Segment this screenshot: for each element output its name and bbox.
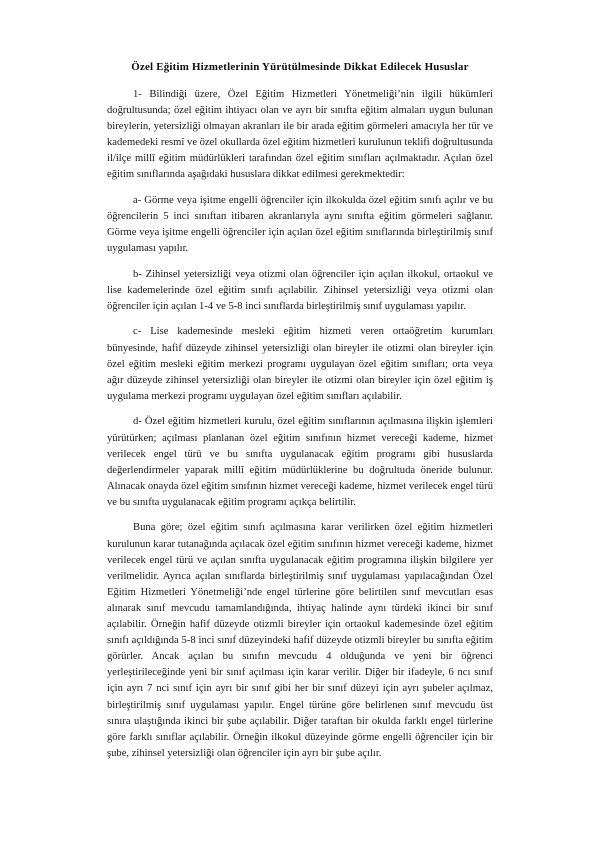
document-body — [107, 60, 493, 762]
paragraph-item-b: b- Zihinsel yetersizliği veya otizmi olan öğrenciler için açılan ilkokul, ortaokul ve lise kademelerinde özel eğitim sınıfı açılabilir. Zihinsel yetersizliği veya otizmi olan öğrenciler için açılan 1-4 ve 5-8 inci sınıflarda birleştirilmiş sınıf uygulaması yapılır. — [107, 268, 493, 312]
paragraph-intro: 1- Bilindiği üzere, Özel Eğitim Hizmetleri Yönetmeliği’nin ilgili hükümleri doğrultusunda; özel eğitim ihtiyacı olan ve ayrı bir sınıfta eğitim almaları uygun bulunan bireylerin, yetersizliği olmayan akranları ile bir arada eğitim görmeleri amacıyla her tür ve kademedeki resmî ve özel okullarda özel eğitim hizmetleri kurulunun teklifi doğrultusunda il/ilçe millî eğitim müdürlükleri tarafından özel eğitim sınıfları açılmaktadır. Açılan özel eğitim sınıflarında aşağıdaki hususlara dikkat edilmesi gerekmektedir: — [107, 88, 493, 181]
paragraph-item-d: d- Özel eğitim hizmetleri kurulu, özel eğitim sınıflarının açılmasına ilişkin işlemleri yürütürken; açılması planlanan özel eğitim sınıfının hizmet vereceği kademe, hizmet verilecek engel türü ve bu sınıfta uygulanacak eğitim programı gibi hususlarda değerlendirmeler yaparak millî eğitim müdürlüklerine bu doğrultuda öneride bulunur. Alınacak onayda özel eğitim sınıfının hizmet vereceği kademe, hizmet verilecek engel türü ve bu sınıfta uygulanacak eğitim programı açıkça belirtilir. — [107, 416, 493, 508]
page-title: Özel Eğitim Hizmetlerinin Yürütülmesinde Dikkat Edilecek Hususlar — [131, 61, 469, 73]
paragraph-conclusion: Buna göre; özel eğitim sınıfı açılmasına karar verilirken özel eğitim hizmetleri kurulunun karar tutanağında açılacak özel eğitim sınıfının hizmet vereceği kademe, hizmet verilecek engel türü ve açılan sınıfta uygulanacak eğitim programına ilişkin bilgilere yer verilmelidir. Ayrıca açılan sınıflarda birleştirilmiş sınıf uygulaması yapılacağından Özel Eğitim Hizmetleri Yönetmeliği’nde engel türlerine göre belirtilen sınıf mevcutları esas alınarak sınıf mevcudu tamamlandığında, ihtiyaç halinde aynı türdeki ikinci bir sınıf açılabilir. Örneğin hafif düzeyde otizmli bireyler için ortaokul kademesinde özel eğitim sınıfı açıldığında 5-8 inci sınıf düzeyindeki hafif düzeyde otizmli bireyler bu sınıfta eğitim görürler. Ancak açılan bu sınıfın mevcudu 4 olduğunda ve yeni bir öğrenci yerleştirileceğinde yeni bir sınıf açılması için karar verilir. Diğer bir ifadeyle, 6 ncı sınıf için ayrı 7 nci sınıf için ayrı bir sınıf gibi her bir sınıf düzeyi için ayrı şubeler açılmaz, birleştirilmiş sınıf uygulaması yapılır. Engel türüne göre belirlenen sınıf mevcudu üst sınıra ulaştığında ikinci bir şube açılabilir. Diğer taraftan bir okulda farklı engel türlerine göre farklı sınıflar açılabilir. Örneğin ilkokul düzeyinde görme engelli öğrenciler için bir şube, zihinsel yetersizliği olan öğrenciler için ayrı bir şube açılır. — [107, 522, 493, 759]
paragraph-item-c: c- Lise kademesinde mesleki eğitim hizmeti veren ortaöğretim kurumları bünyesinde, hafif düzeyde zihinsel yetersizliği olan bireyler ile otizmi olan bireyler için özel eğitim mesleki eğitim merkezi programı uygulayan özel eğitim sınıfları; orta veya ağır düzeyde zihinsel yetersizliği olan bireyler ile otizmi olan bireyler için özel eğitim iş uygulama merkezi programı uygulayan özel eğitim sınıfları açılabilir. — [107, 326, 493, 402]
paragraph-item-a: a- Görme veya işitme engelli öğrenciler için ilkokulda özel eğitim sınıfı açılır ve bu öğrencilerin 5 inci sınıftan itibaren akranlarıyla aynı sınıfta eğitim görmeleri sağlanır. Görme veya işitme engelli öğrenciler için açılan özel eğitim sınıflarında birleştirilmiş sınıf uygulaması yapılır. — [107, 194, 493, 255]
